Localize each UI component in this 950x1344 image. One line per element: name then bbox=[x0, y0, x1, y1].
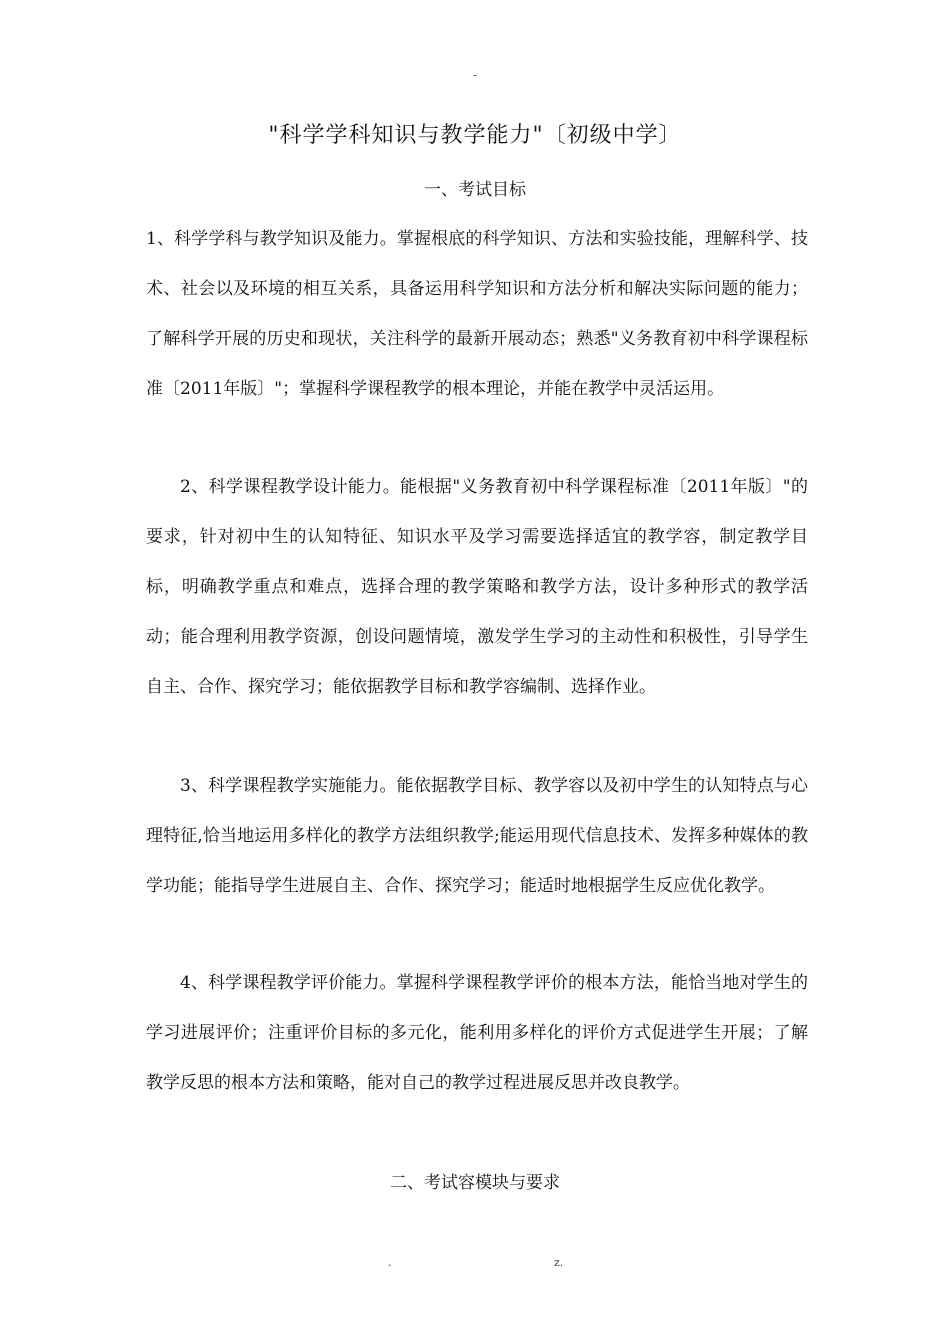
paragraph-1: 1、科学学科与教学知识及能力。掌握根底的科学知识、方法和实验技能，理解科学、技术、社会以及环境的相互关系，具备运用科学知识和方法分析和解决实际问题的能力；了解科学开展的历史和现状，关注科学的最新开展动态；熟悉"义务教育初中科学课程标准〔2011年版〕"；掌握科学课程教学的根本理论，并能在教学中灵活运用。 bbox=[146, 229, 808, 399]
header-mark: - bbox=[472, 68, 478, 82]
paragraph-2: 2、科学课程教学设计能力。能根据"义务教育初中科学课程标准〔2011年版〕"的要求，针对初中生的认知特征、知识水平及学习需要选择适宜的教学容，制定教学目标，明确教学重点和难点，选择合理的教学策略和教学方法，设计多种形式的教学活动；能合理利用教学资源，创设问题情境，激发学生学习的主动性和积极性，引导学生自主、合作、探究学习；能依据教学目标和教学容编制、选择作业。 bbox=[146, 477, 808, 697]
footer-left-mark: . bbox=[388, 1256, 392, 1269]
section-heading-modules: 二、考试容模块与要求 bbox=[390, 1173, 560, 1193]
paragraph-3: 3、科学课程教学实施能力。能依据教学目标、教学容以及初中学生的认知特点与心理特征,恰当地运用多样化的教学方法组织教学;能运用现代信息技术、发挥多种媒体的教学功能；能指导学生进展自主、合作、探究学习；能适时地根据学生反应优化教学。 bbox=[146, 776, 808, 896]
section-heading-objectives: 一、考试目标 bbox=[424, 180, 526, 200]
footer-right-mark: z. bbox=[554, 1256, 564, 1269]
paragraph-4: 4、科学课程教学评价能力。掌握科学课程教学评价的根本方法，能恰当地对学生的学习进展评价；注重评价目标的多元化，能利用多样化的评价方式促进学生开展；了解教学反思的根本方法和策略，能对自己的教学过程进展反思并改良教学。 bbox=[146, 973, 808, 1093]
document-title: "科学学科知识与教学能力"〔初级中学〕 bbox=[268, 123, 682, 148]
